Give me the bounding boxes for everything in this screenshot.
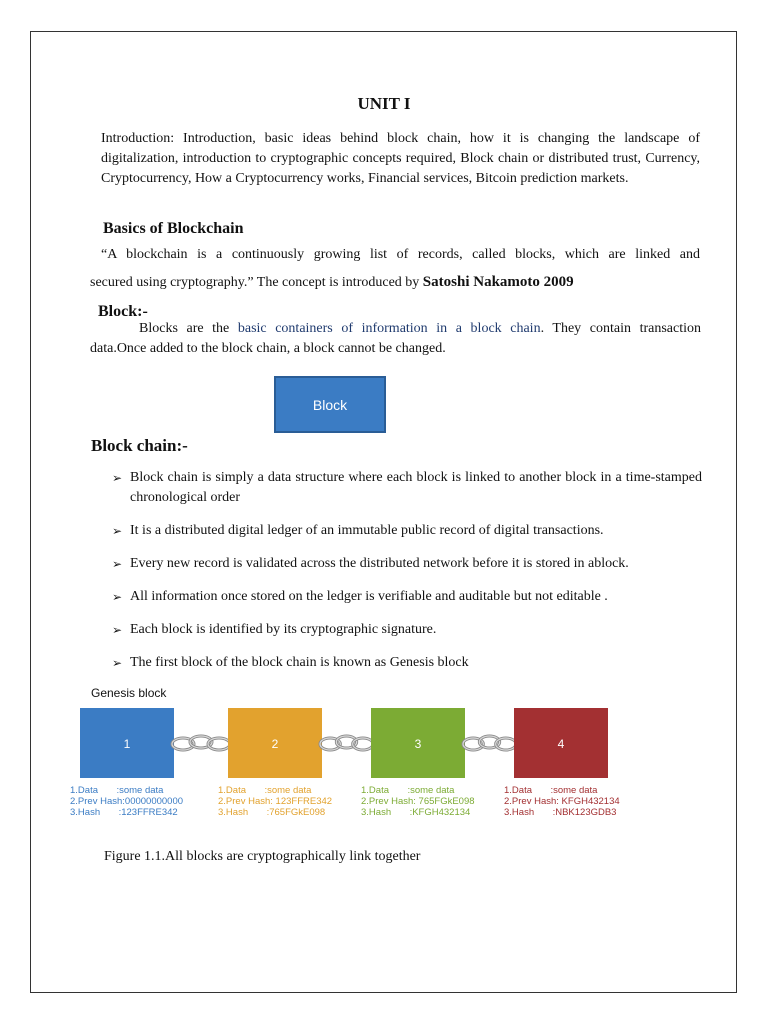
bullet-text: Every new record is validated across the distributed network before it is stored in ablock. [130,556,629,571]
chain-block-meta: 2.Prev Hash: KFGH432134 [504,796,620,807]
bullet-item [112,468,702,508]
bullet-arrow-icon: ➢ [112,623,123,637]
genesis-block-label: Genesis block [91,686,167,700]
block-illustration [274,376,386,433]
definition-text: secured using cryptography.” The concept is introduced by [90,275,423,290]
author-credit: Satoshi Nakamoto 2009 [422,274,574,290]
bullet-item [112,587,702,607]
bullet-item [112,653,702,673]
bullet-text: All information once stored on the ledger is verifiable and auditable but not editable . [130,589,608,604]
chain-block-number: 1 [123,737,131,751]
chain-block-meta: 2.Prev Hash: 765FGkE098 [361,796,475,807]
bullet-arrow-icon: ➢ [112,590,123,604]
chain-link-icon [463,736,516,750]
chain-block-meta: 3.Hash :KFGH432134 [361,807,471,818]
chain-link-icon [172,736,230,750]
block-desc-text: Blocks are the [139,321,238,336]
chain-block-meta: 3.Hash :NBK123GDB3 [504,807,617,818]
chain-block-meta: 1.Data :some data [504,785,598,796]
chain-block-meta: 1.Data :some data [218,785,312,796]
block-desc-text-end: . They contain transaction [540,321,701,336]
chain-block-meta: 1.Data :some data [70,785,164,796]
definition-line-1: “A blockchain is a continuously growing list of records, called blocks, which are linked and [101,247,700,262]
basics-heading: Basics of Blockchain [103,220,244,237]
bullet-arrow-icon: ➢ [112,524,123,538]
chain-block-meta: 2.Prev Hash: 123FFRE342 [218,796,333,807]
bullet-text: Block chain is simply a data structure where each block is linked to another block in a time-stamped chronological order [130,470,702,505]
bullet-item [112,554,702,574]
chain-block-number: 3 [414,737,422,751]
bullet-item [112,620,702,640]
chain-block-number: 2 [271,737,279,751]
definition-line-2 [90,274,574,291]
intro-paragraph: Introduction: Introduction, basic ideas behind block chain, how it is changing the landscape of digitalization, introduction to cryptographic concepts required, Block chain or distributed trust, Currency, Cryptocurrency, How a Cryptocurrency works, Financial services, Bitcoin prediction markets. [101,131,700,186]
figure-caption: Figure 1.1.All blocks are cryptographically link together [104,849,421,864]
bullet-text: The first block of the block chain is known as Genesis block [130,655,469,670]
block-illustration-label: Block [312,396,348,413]
block-desc-line-1 [139,321,701,337]
chain-block-meta: 2.Prev Hash:00000000000 [70,796,184,807]
chain-block-meta: 1.Data :some data [361,785,455,796]
bullet-text: Each block is identified by its cryptographic signature. [130,622,437,637]
bullet-item [112,521,702,541]
block-desc-line-2: data.Once added to the block chain, a block cannot be changed. [90,341,446,356]
blockchain-bullet-list [112,468,702,686]
chain-block-number: 4 [557,737,565,751]
page-title: UNIT I [357,94,411,113]
bullet-arrow-icon: ➢ [112,471,123,485]
bullet-text: It is a distributed digital ledger of an immutable public record of digital transactions. [130,523,604,538]
chain-block-meta: 3.Hash :765FGkE098 [218,807,326,818]
block-desc-highlight: basic containers of information in a block chain [237,321,541,336]
chain-block-meta: 3.Hash :123FFRE342 [70,807,178,818]
bullet-arrow-icon: ➢ [112,557,123,571]
bullet-arrow-icon: ➢ [112,656,123,670]
blockchain-heading: Block chain:- [91,436,188,455]
block-heading: Block:- [98,303,148,320]
blockchain-diagram [68,700,668,830]
chain-link-icon [320,736,373,750]
